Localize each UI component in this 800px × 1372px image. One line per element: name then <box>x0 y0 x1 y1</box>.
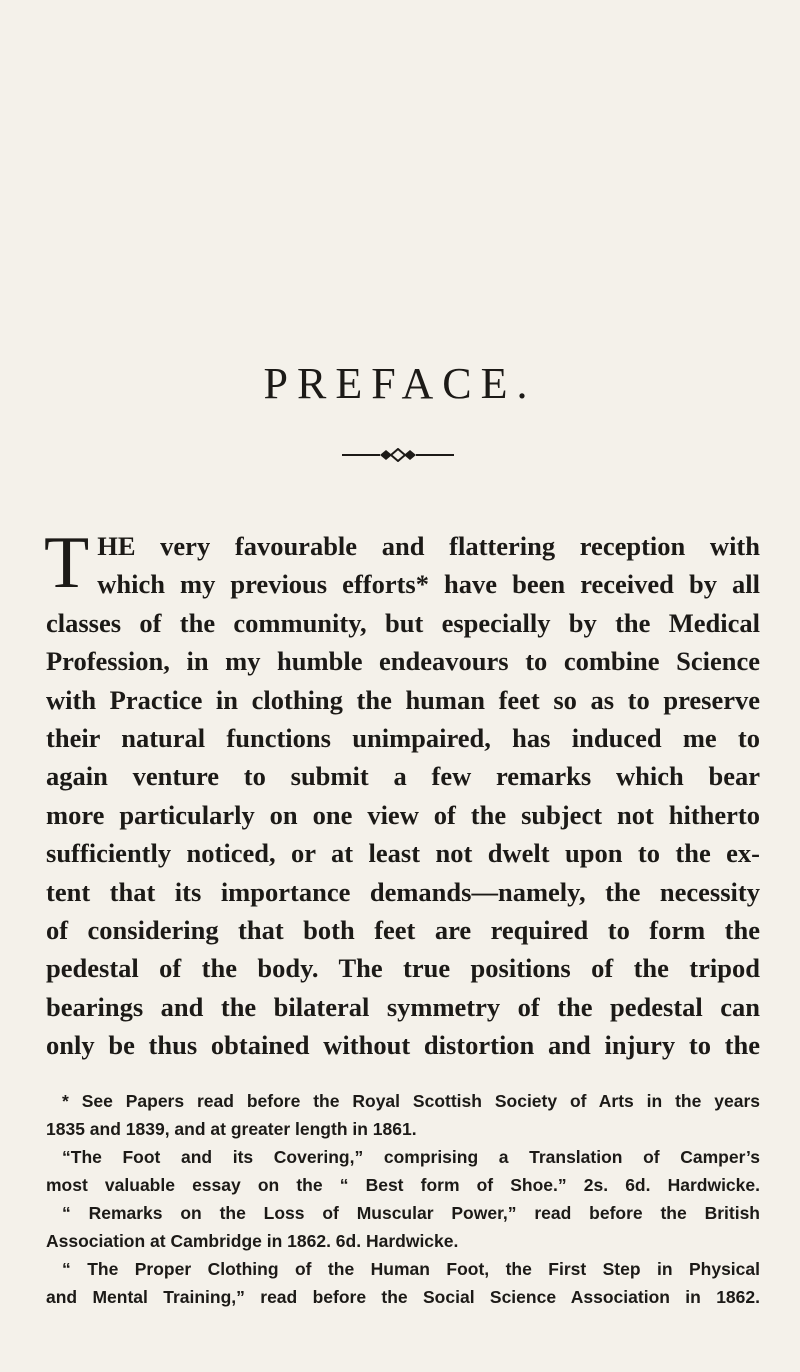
body-line: only be thus obtained without distortion and injury to the <box>46 1030 760 1061</box>
drop-cap: T <box>44 522 90 604</box>
body-line: of considering that both feet are required to form the <box>46 915 760 946</box>
body-line: which my previous efforts* have been received by all <box>97 569 760 600</box>
footnote-line: * See Papers read before the Royal Scottish Society of Arts in the years <box>62 1091 760 1111</box>
body-line: pedestal of the body. The true positions of the tripod <box>46 953 760 984</box>
footnote-line: 1835 and 1839, and at greater length in 1861. <box>46 1119 417 1139</box>
body-line: HE very favourable and flattering reception with <box>97 531 760 561</box>
footnote-line: Association at Cambridge in 1862. 6d. Hardwicke. <box>46 1231 459 1251</box>
body-line: again venture to submit a few remarks which bear <box>46 761 760 792</box>
body-line: tent that its importance demands—namely, the necessity <box>46 876 760 907</box>
footnote-line: and Mental Training,” read before the Social Science Association in 1862. <box>46 1287 760 1307</box>
body-line: with Practice in clothing the human feet so as to preserve <box>46 684 760 715</box>
page-title: PREFACE. <box>263 359 537 408</box>
body-line: their natural functions unimpaired, has induced me to <box>46 723 760 754</box>
footnote-line: “The Foot and its Covering,” comprising a Translation of Camper’s <box>62 1147 760 1167</box>
footnotes <box>46 1087 760 1311</box>
ornament-rule-icon <box>342 448 454 462</box>
body-line: more particularly on one view of the subject not hitherto <box>46 799 760 830</box>
footnote-line: “ Remarks on the Loss of Muscular Power,” read before the British <box>62 1203 760 1223</box>
preface-body <box>44 522 760 1065</box>
body-line: bearings and the bilateral symmetry of the pedestal can <box>46 991 760 1022</box>
body-line: sufficiently noticed, or at least not dwelt upon to the ex- <box>46 838 760 869</box>
footnote-line: “ The Proper Clothing of the Human Foot, the First Step in Physical <box>62 1259 760 1279</box>
footnote-line: most valuable essay on the “ Best form of Shoe.” 2s. 6d. Hardwicke. <box>46 1175 760 1195</box>
body-line: classes of the community, but especially by the Medical <box>46 607 760 638</box>
body-line: Profession, in my humble endeavours to combine Science <box>46 646 760 677</box>
